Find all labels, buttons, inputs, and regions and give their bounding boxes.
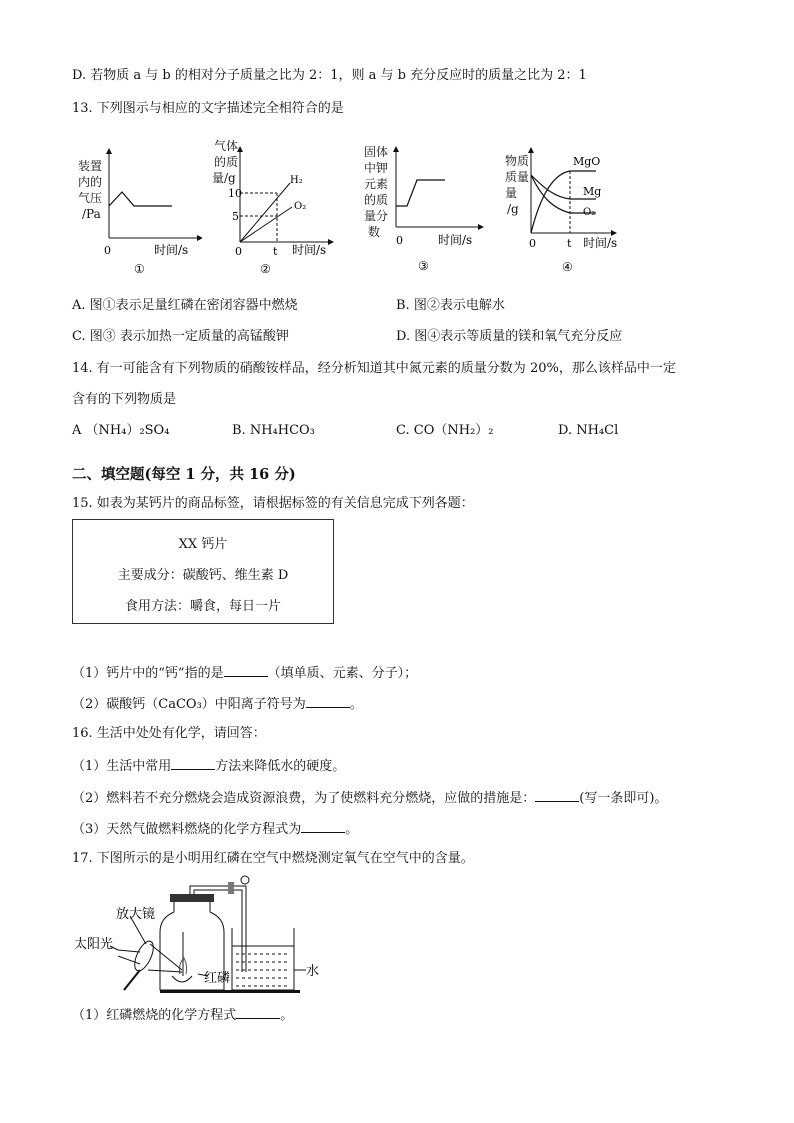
g3-ylabel-1: 固体 [364,145,389,159]
g2-tick-10: 10 [228,187,242,200]
g1-curve [109,192,172,206]
g4-o2-label: O₂ [583,207,596,218]
g2-caption: ② [260,262,271,276]
q15-part1-text-a: （1）钙片中的“钙”指的是 [72,666,224,681]
q16-part3-text-a: （3）天然气做燃料燃烧的化学方程式为 [72,822,302,837]
q13-option-b: B. 图②表示电解水 [396,298,505,313]
g1-ylabel-1: 装置 [78,159,103,173]
g4-tick-t: t [567,237,572,250]
g2-ylabel-1: 气体 [214,139,239,153]
q14-option-b: B. NH₄HCO₃ [232,423,315,438]
g3-curve [396,180,445,206]
g3-caption: ③ [418,259,429,273]
q15-part2-text-a: （2）碳酸钙（CaCO₃）中阳离子符号为 [72,697,306,712]
g3-ylabel-6: 数 [368,225,381,239]
spoon-icon [172,976,192,982]
g3-ylabel-5: 量分 [364,209,389,223]
g3-ylabel-4: 的质 [364,193,389,207]
g1-xlabel: 时间/s [154,243,189,257]
q15-part2-text-b: 。 [349,697,363,712]
g2-o2-line [240,207,292,242]
g2-ylabel-3: 量/g [212,171,236,185]
q13-stem: 13. 下列图示与相应的文字描述完全相符合的是 [72,101,344,116]
g3-y-arrow [393,146,399,152]
q16-part2 [72,789,667,807]
q13-option-d: D. 图④表示等质量的镁和氧气充分反应 [396,329,623,344]
q16-part1-blank[interactable] [171,757,215,770]
magnifier-icon [131,939,157,974]
label-phosphorus: 红磷 [204,971,231,986]
q14-option-c: C. CO（NH₂）₂ [396,423,494,438]
q17-part1-text-a: （1）红磷燃烧的化学方程式 [72,1008,237,1023]
sun-ray [118,956,140,964]
q14-stem-2: 含有的下列物质是 [72,392,177,407]
g4-xlabel: 时间/s [583,236,618,250]
graph-2 [210,133,340,280]
q16-part3-text-b: 。 [345,822,359,837]
light-ray [150,944,182,970]
g4-caption: ④ [562,260,573,274]
g3-x-arrow [478,224,484,230]
label-water: 水 [306,964,320,979]
g2-xlabel: 时间/s [292,243,327,257]
g1-caption: ① [134,262,145,276]
q16-part2-text-a: （2）燃料若不充分燃烧会造成资源浪费，为了使燃料充分燃烧，应做的措施是： [72,791,536,806]
q16-part1 [72,757,345,775]
q15-part2-blank[interactable] [306,695,350,708]
sun-ray [118,950,140,952]
label-usage: 食用方法：嚼食，每日一片 [124,599,281,614]
q15-part1-blank[interactable] [224,664,268,677]
g4-ylabel-3: 量 [505,186,518,200]
g1-x-arrow [197,235,202,241]
g4-ylabel-1: 物质 [505,154,530,168]
q13-option-c: C. 图③ 表示加热一定质量的高锰酸钾 [72,329,289,344]
beaker-icon [232,928,294,990]
q15-part1-text-b: （填单质、元素、分子）； [267,666,418,681]
q14-stem-1: 14. 有一可能含有下列物质的硝酸铵样品，经分析知道其中氮元素的质量分数为 20%，那么该样品中一定 [72,361,676,376]
q16-stem: 16. 生活中处处有化学，请回答： [72,726,266,741]
g2-ylabel-2: 的质 [214,155,239,169]
q15-stem: 15. 如表为某钙片的商品标签，请根据标签的有关信息完成下列各题： [72,496,474,511]
g2-o2-label: O₂ [294,201,307,212]
graph-4 [503,145,633,277]
apparatus-diagram [70,872,330,1002]
g4-origin: 0 [529,237,536,250]
g4-mg-label: Mg [583,185,602,198]
q16-part3 [72,820,358,838]
section-heading: 二、填空题(每空 1 分，共 16 分) [72,466,296,483]
q16-part1-text-a: （1）生活中常用 [72,759,172,774]
q17-stem: 17. 下图所示的是小明用红磷在空气中燃烧测定氧气在空气中的含量。 [72,851,474,866]
g4-ylabel-4: /g [507,202,519,216]
magnifier-handle [124,970,140,990]
graph-3 [360,142,490,277]
g4-y-arrow [528,147,534,153]
g2-x-arrow [328,239,334,245]
g2-h2-label: H₂ [290,175,303,186]
q14-option-a: A （NH₄）₂SO₄ [72,423,170,438]
g1-origin: 0 [104,244,111,257]
g2-tick-t: t [273,245,278,258]
q17-part1-blank[interactable] [236,1006,280,1019]
q15-part1 [72,664,417,682]
g1-ylabel-2: 内的 [78,175,103,189]
q15-part2 [72,695,363,713]
q17-part1-text-b: 。 [280,1008,294,1023]
clamp-icon [228,882,234,894]
product-label [72,519,334,624]
tube-inner [194,890,242,972]
label-title: XX 钙片 [178,537,228,552]
g3-xlabel: 时间/s [438,233,473,247]
g1-y-arrow [106,148,112,154]
stopper-icon [170,894,214,902]
g3-ylabel-2: 中钾 [364,161,389,175]
label-magnifier: 放大镜 [116,907,156,922]
q16-part2-blank[interactable] [535,789,579,802]
q12-option-d: D. 若物质 a 与 b 的相对分子质量之比为 2：1，则 a 与 b 充分反应时的质量之比为 2：1 [72,68,587,83]
g3-ylabel-3: 元素 [364,177,389,191]
label-sun: 太阳光 [74,937,114,952]
g1-ylabel-3: 气压 [78,191,103,205]
q16-part2-text-b: (写一条即可)。 [579,791,668,806]
g3-origin: 0 [396,234,403,247]
g1-ylabel-4: /Pa [82,207,101,221]
g2-tick-5: 5 [232,210,239,223]
q16-part3-blank[interactable] [301,820,345,833]
q16-part1-text-b: 方法来降低水的硬度。 [215,759,346,774]
clip-icon [241,876,249,884]
g4-mgo-label: MgO [573,155,601,168]
q14-option-d: D. NH₄Cl [558,423,619,438]
g4-mgo-curve [531,171,596,233]
g2-origin: 0 [235,245,242,258]
g2-h2-line [240,183,290,242]
g4-ylabel-2: 质量 [505,170,530,184]
q17-part1 [72,1006,293,1024]
light-ray [148,970,182,972]
graph-1 [72,140,202,280]
q13-option-a: A. 图①表示足量红磷在密闭容器中燃烧 [72,298,298,313]
label-ingredients: 主要成分：碳酸钙、维生素 D [117,568,289,583]
